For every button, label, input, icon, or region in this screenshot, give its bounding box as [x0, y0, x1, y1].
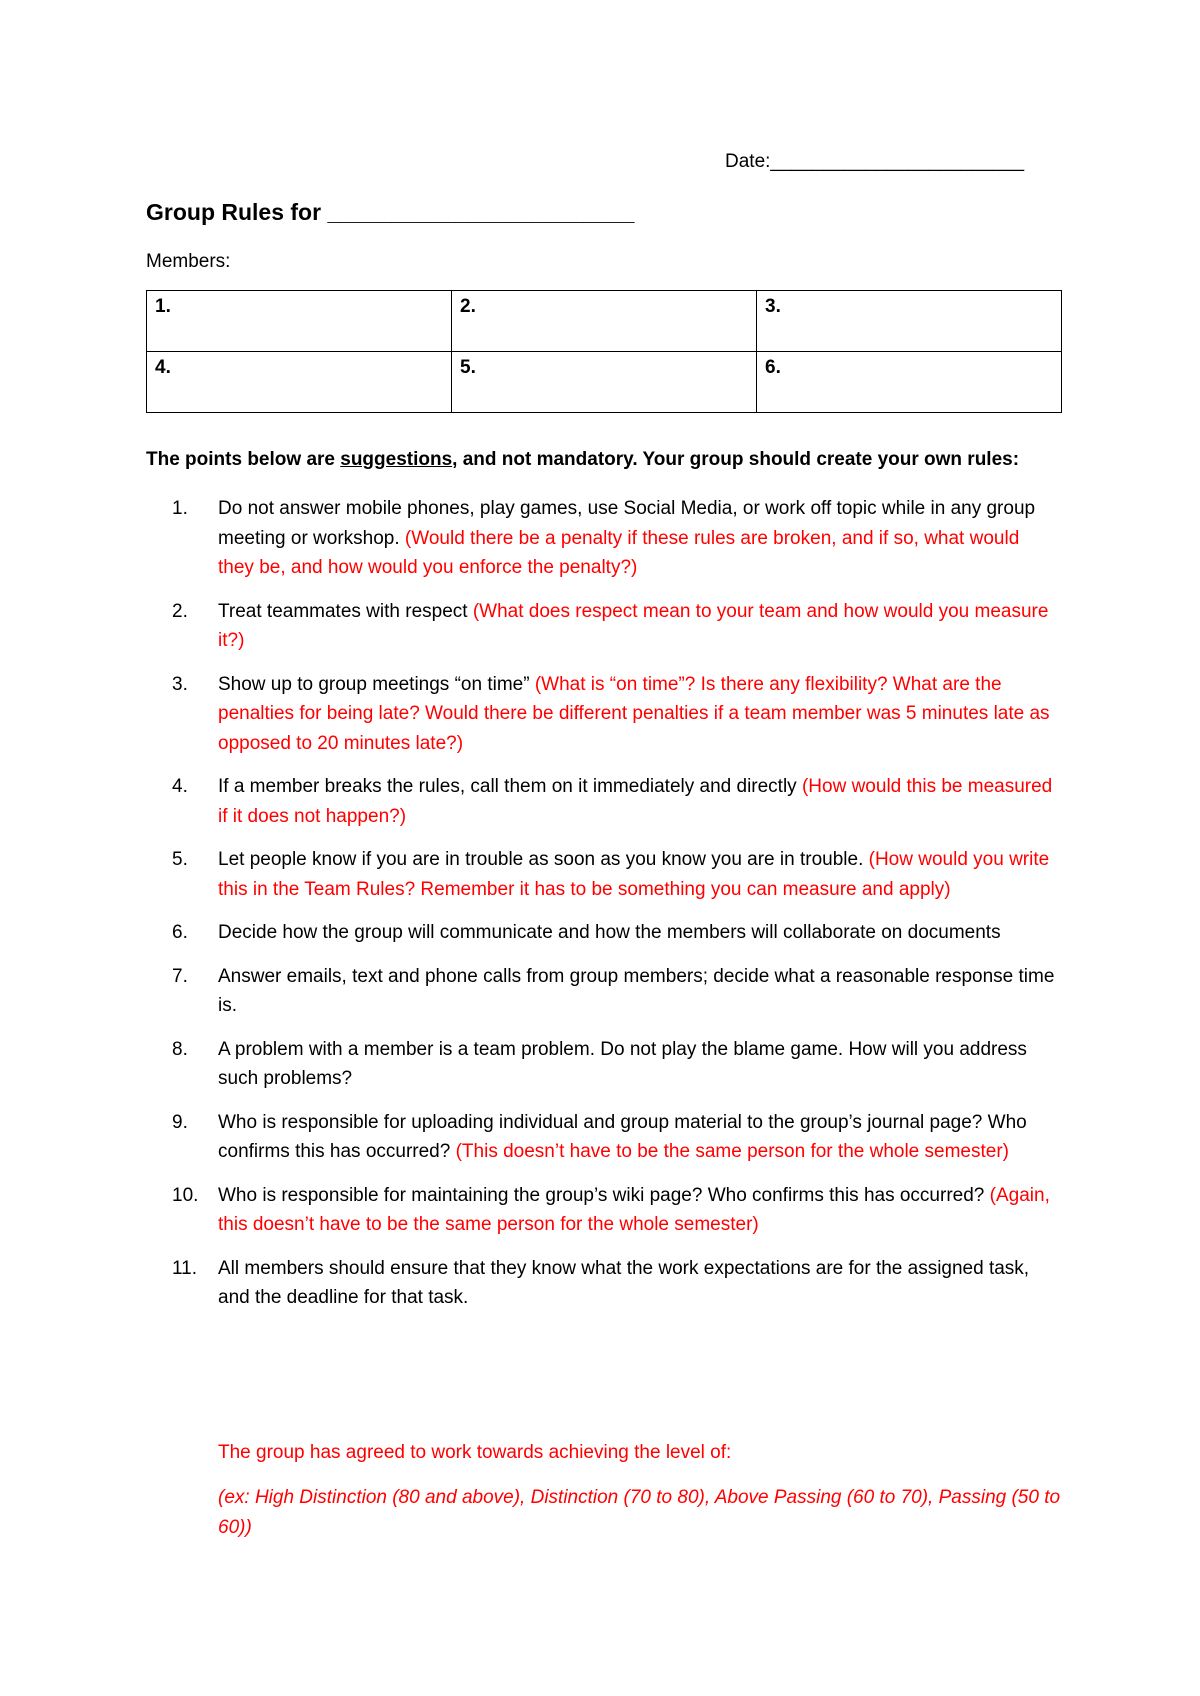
- intro-text-before: The points below are: [146, 449, 341, 470]
- rule-number: 8.: [172, 1038, 188, 1060]
- rule-number: 4.: [172, 776, 188, 797]
- rule-note: (Would there be a penalty if these rules are broken, and if so, what would they be, and how would you enforce the penalty?): [218, 527, 1020, 578]
- intro-text-after: , and not mandatory. Your group should create your own rules:: [452, 449, 1020, 470]
- rule-number: 1.: [172, 498, 188, 519]
- rule-number: 11.: [172, 1257, 198, 1279]
- rule-text: Treat teammates with respect: [218, 600, 473, 622]
- list-item: [0, 597, 1058, 656]
- table-row: [147, 291, 1062, 352]
- rule-text: Do not answer mobile phones, play games, use Social Media, or work off topic while in any group meeting or workshop.: [218, 498, 1036, 549]
- page-title: Group Rules for ________________________: [146, 199, 635, 225]
- rule-text: Answer emails, text and phone calls from group members; decide what a reasonable response time is.: [218, 965, 1055, 1016]
- list-item: [0, 1035, 1058, 1094]
- list-item: [0, 1254, 1058, 1313]
- member-cell: 4.: [147, 352, 452, 413]
- rule-text: All members should ensure that they know what the work expectations are for the assigned task, and the deadline for that task.: [218, 1257, 1030, 1308]
- rule-number: 2.: [172, 600, 188, 622]
- rule-text: If a member breaks the rules, call them on it immediately and directly: [218, 776, 802, 797]
- rules-intro: [146, 448, 1086, 472]
- intro-underlined-word: suggestions: [340, 449, 453, 470]
- member-cell: 3.: [757, 291, 1062, 352]
- list-item: [0, 494, 1058, 583]
- rule-text: Show up to group meetings “on time”: [218, 673, 535, 695]
- agreement-statement: The group has agreed to work towards achieving the level of:: [218, 1442, 732, 1463]
- list-item: [0, 772, 1058, 831]
- list-item: [0, 670, 1058, 759]
- list-item: [0, 918, 1058, 948]
- list-item: [0, 1108, 1058, 1167]
- rule-note: (What does respect mean to your team and how would you measure it?): [218, 600, 1049, 651]
- rule-text: Who is responsible for maintaining the group’s wiki page? Who confirms this has occurred?: [218, 1184, 990, 1206]
- rule-text: Let people know if you are in trouble as soon as you know you are in trouble.: [218, 849, 869, 870]
- achievement-levels: (ex: High Distinction (80 and above), Distinction (70 to 80), Above Passing (60 to 70), Passing (50 to 60)): [218, 1487, 1061, 1538]
- rule-note: (What is “on time”? Is there any flexibility? What are the penalties for being late? Would there be different penalties if a team member was 5 minutes late as opposed to 20 minutes late?): [218, 673, 1050, 754]
- table-row: [147, 352, 1062, 413]
- rule-number: 5.: [172, 849, 188, 870]
- members-table: [146, 290, 1062, 413]
- member-cell: 5.: [452, 352, 757, 413]
- rule-text: A problem with a member is a team problem. Do not play the blame game. How will you address such problems?: [218, 1038, 1027, 1089]
- members-label: Members:: [146, 251, 231, 272]
- rule-note: (Again, this doesn’t have to be the same person for the whole semester): [218, 1184, 1050, 1235]
- rule-number: 7.: [172, 965, 188, 987]
- rule-number: 3.: [172, 673, 188, 695]
- member-cell: 2.: [452, 291, 757, 352]
- rule-text: Decide how the group will communicate and how the members will collaborate on documents: [218, 922, 1001, 943]
- rule-number: 10.: [172, 1184, 199, 1206]
- rule-number: 6.: [172, 922, 188, 943]
- date-field: Date:________________________: [725, 151, 1025, 172]
- rule-note: (How would you write this in the Team Rules? Remember it has to be something you can measure and apply): [218, 849, 1050, 900]
- list-item: [0, 962, 1058, 1021]
- rule-note: (This doesn’t have to be the same person for the whole semester): [455, 1141, 1009, 1162]
- list-item: [0, 1181, 1058, 1240]
- rule-note: (How would this be measured if it does not happen?): [218, 776, 1053, 827]
- member-cell: 6.: [757, 352, 1062, 413]
- rule-number: 9.: [172, 1111, 188, 1133]
- rule-text: Who is responsible for uploading individual and group material to the group’s journal page? Who confirms this has occurred?: [218, 1111, 1027, 1162]
- list-item: [0, 845, 1058, 904]
- rules-list: [0, 494, 1200, 1327]
- member-cell: 1.: [147, 291, 452, 352]
